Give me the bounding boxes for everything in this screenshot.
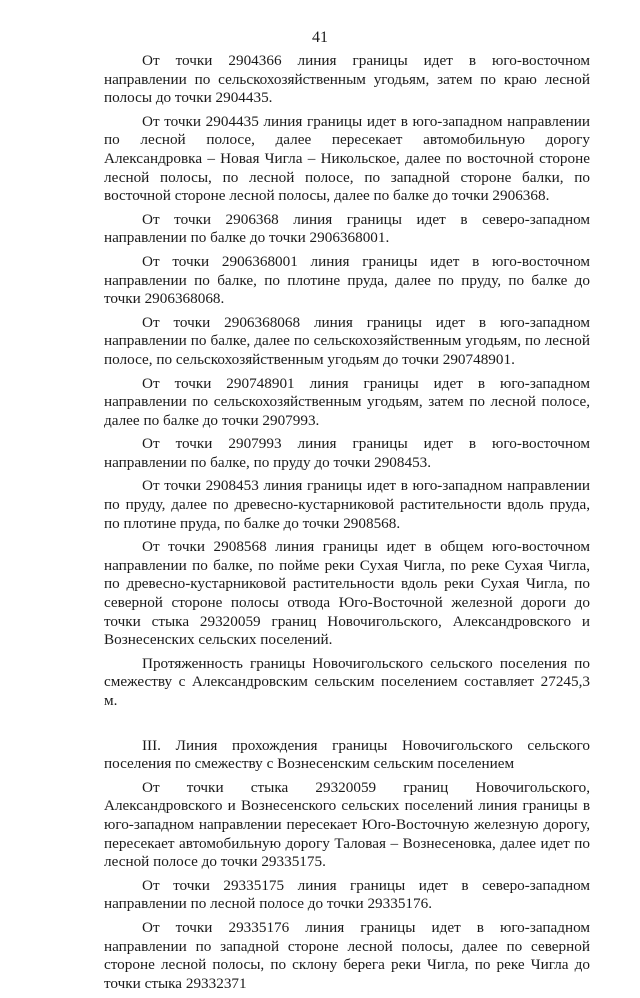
- boundary-paragraph: От точки 2904435 линия границы идет в юго-западном направлении по лесной полосе, далее пересекает автомобильную дорогу Александровка – Новая Чигла – Никольское, далее по восточной стороне лесной полосы, по лесной полосе, по западной стороне балки, по восточной стороне лесной полосы, далее по балке до точки 2906368.: [104, 112, 590, 205]
- boundary-paragraph: От точки 2907993 линия границы идет в юго-восточном направлении по балке, по пруду до точки 2908453.: [104, 435, 590, 471]
- boundary-paragraph: От точки 29335175 линия границы идет в северо-западном направлении по лесной полосе до точки 29335176.: [104, 876, 590, 913]
- boundary-paragraph: От точки 2906368 линия границы идет в северо-западном направлении по балке до точки 2906368001.: [104, 210, 590, 247]
- boundary-paragraph: От точки 29335176 линия границы идет в юго-западном направлении по западной стороне лесной полосы, далее по северной стороне лесной полосы, по склону берега реки Чигла, по реке Чигла до точки стыка 29332371: [104, 918, 590, 992]
- section-heading: III. Линия прохождения границы Новочигольского сельского поселения по смежеству с Вознесенским сельским поселением: [104, 736, 590, 773]
- document-body: [104, 52, 590, 998]
- boundary-paragraph: От точки 2906368068 линия границы идет в юго-западном направлении по балке, далее по сельскохозяйственным угодьям, по лесной полосе, по сельскохозяйственным угодьям до точки 290748901.: [104, 313, 590, 368]
- boundary-paragraph: От точки 2908568 линия границы идет в общем юго-восточном направлении по балке, по пойме реки Сухая Чигла, по реке Сухая Чигла, по древесно-кустарниковой растительности вдоль реки Сухая Чигла, по северной стороне полосы отвода Юго-Восточной железной дороги до точки стыка 29320059 границ Новочигольского, Александровского и Вознесенских сельских поселений.: [104, 538, 590, 649]
- page-number: 41: [312, 29, 328, 46]
- boundary-paragraph: От точки стыка 29320059 границ Новочигольского, Александровского и Вознесенского сельских поселений линия границы в юго-западном направлении пересекает Юго-Восточную железную дорогу, пересекает автомобильную дорогу Таловая – Вознесеновка, далее идет по лесной полосе до точки 29335175.: [104, 778, 590, 871]
- boundary-paragraph: От точки 2904366 линия границы идет в юго-восточном направлении по сельскохозяйственным угодьям, затем по краю лесной полосы до точки 2904435.: [104, 52, 590, 107]
- boundary-length-summary: Протяженность границы Новочигольского сельского поселения по смежеству с Александровским сельским поселением составляет 27245,3 м.: [104, 654, 590, 709]
- boundary-paragraph: От точки 2908453 линия границы идет в юго-западном направлении по пруду, далее по древесно-кустарниковой растительности вдоль пруда, по плотине пруда, по балке до точки 2908568.: [104, 477, 590, 532]
- boundary-paragraph: От точки 2906368001 линия границы идет в юго-восточном направлении по балке, по плотине пруда, далее по пруду, по балке до точки 2906368068.: [104, 252, 590, 308]
- boundary-paragraph: От точки 290748901 линия границы идет в юго-западном направлении по сельскохозяйственным угодьям, затем по лесной полосе, далее по балке до точки 2907993.: [104, 374, 590, 429]
